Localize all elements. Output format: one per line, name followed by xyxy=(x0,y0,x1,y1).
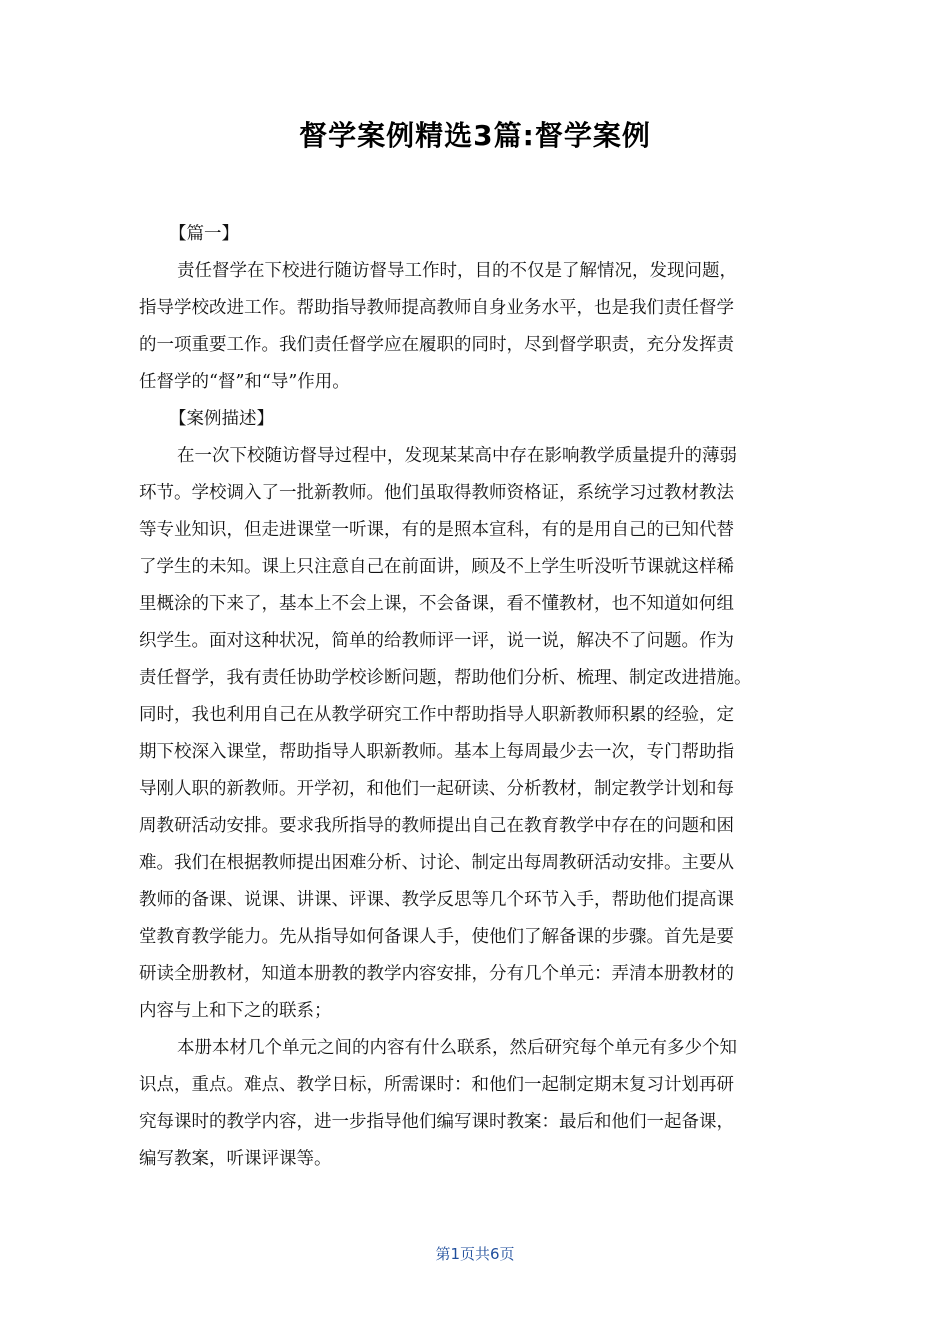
paragraph-line: 本册本材几个单元之间的内容有什么联系，然后研究每个单元有多少个知 xyxy=(177,1038,737,1058)
paragraph-line: 责任督学，我有责任协助学校诊断问题，帮助他们分析、梳理、制定改进措施。 xyxy=(139,668,752,688)
paragraph-line: 任督学的“督”和“导”作用。 xyxy=(139,372,350,392)
paragraph-line: 等专业知识，但走进课堂一听课，有的是照本宣科，有的是用自己的已知代替 xyxy=(139,520,734,540)
page-number-footer: 第1页共6页 xyxy=(435,1245,515,1263)
paragraph-line: 堂教育教学能力。先从指导如何备课人手，使他们了解备课的步骤。首先是要 xyxy=(139,927,734,947)
paragraph-line: 研读全册教材，知道本册教的教学内容安排，分有几个单元：弄清本册教材的 xyxy=(139,964,734,984)
paragraph-line: 织学生。面对这种状况，简单的给教师评一评，说一说，解决不了问题。作为 xyxy=(139,631,734,651)
paragraph-line: 周教研活动安排。要求我所指导的教师提出自己在教育教学中存在的问题和困 xyxy=(139,816,734,836)
paragraph-line: 编写教案，听课评课等。 xyxy=(139,1149,332,1169)
section-heading: 【篇一】 xyxy=(169,224,239,244)
document-body xyxy=(139,216,815,1178)
document-title: 督学案例精选3篇:督学案例 xyxy=(299,119,651,152)
paragraph-line: 内容与上和下之的联系； xyxy=(139,1001,332,1021)
paragraph-line: 了学生的未知。课上只注意自己在前面讲，顾及不上学生听没听节课就这样稀 xyxy=(139,557,734,577)
paragraph-line: 究每课时的教学内容，进一步指导他们编写课时教案：最后和他们一起备课， xyxy=(139,1112,734,1132)
paragraph-line: 难。我们在根据教师提出困难分析、讨论、制定出每周教研活动安排。主要从 xyxy=(139,853,734,873)
section-heading: 【案例描述】 xyxy=(169,409,274,429)
paragraph-line: 的一项重要工作。我们责任督学应在履职的同时，尽到督学职责，充分发挥责 xyxy=(139,335,734,355)
paragraph-line: 在一次下校随访督导过程中，发现某某高中存在影响教学质量提升的薄弱 xyxy=(177,446,737,466)
paragraph-line: 里概涂的下来了，基本上不会上课，不会备课，看不懂教材，也不知道如何组 xyxy=(139,594,734,614)
paragraph-line: 识点，重点。难点、教学日标，所需课时：和他们一起制定期末复习计划再研 xyxy=(139,1075,734,1095)
paragraph-line: 责任督学在下校进行随访督导工作时，目的不仅是了解情况，发现问题， xyxy=(177,261,737,281)
paragraph-line: 期下校深入课堂，帮助指导人职新教师。基本上每周最少去一次，专门帮助指 xyxy=(139,742,734,762)
paragraph-line: 指导学校改进工作。帮助指导教师提高教师自身业务水平，也是我们责任督学 xyxy=(139,298,734,318)
paragraph-line: 导刚人职的新教师。开学初，和他们一起研读、分析教材，制定教学计划和每 xyxy=(139,779,734,799)
paragraph-line: 同时，我也利用自己在从教学研究工作中帮助指导人职新教师积累的经验，定 xyxy=(139,705,734,725)
paragraph-line: 环节。学校调入了一批新教师。他们虽取得教师资格证，系统学习过教材教法 xyxy=(139,483,734,503)
paragraph-line: 教师的备课、说课、讲课、评课、教学反思等几个环节入手，帮助他们提高课 xyxy=(139,890,734,910)
